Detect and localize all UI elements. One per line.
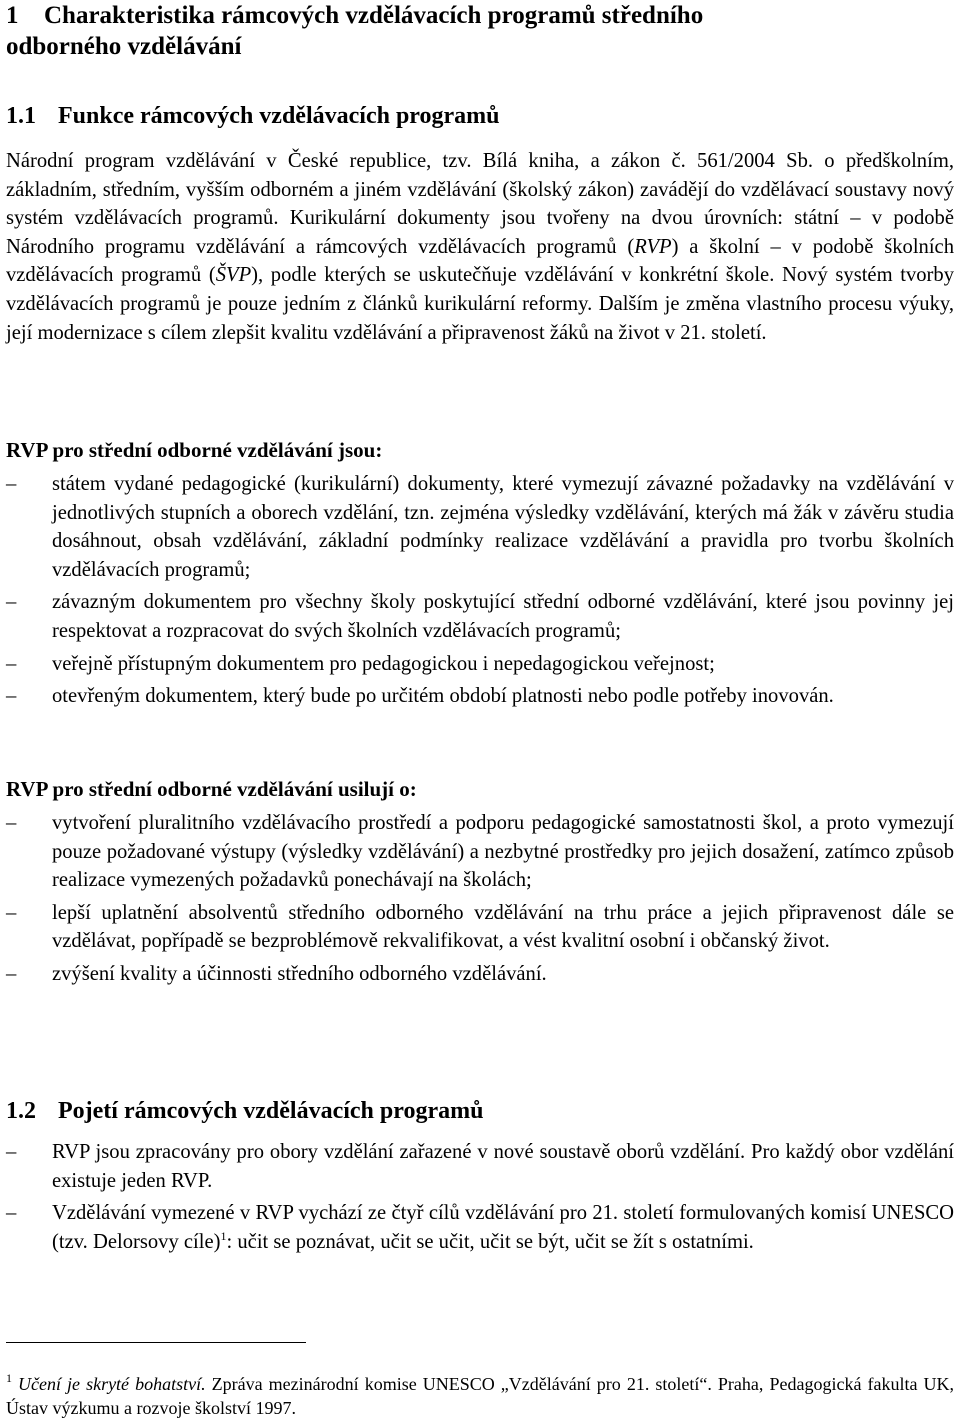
chapter-title-line2: odborného vzdělávání <box>6 33 242 60</box>
section-number: 1.1 <box>6 103 36 129</box>
list-item-text: závazným dokumentem pro všechny školy poskytující střední odborné vzdělávání, které jsou povinny jej respektovat a rozpracovat do svých školních vzdělávacích programů; <box>52 591 954 642</box>
chapter-number: 1 <box>6 2 19 29</box>
footnote-ref[interactable]: 1 <box>220 1228 227 1243</box>
list1-heading: RVP pro střední odborné vzdělávání jsou: <box>6 438 383 462</box>
list-item-text: státem vydané pedagogické (kurikulární) dokumenty, které vymezují závazné požadavky na vzdělávání v jednotlivých stupních a oborech vzdělání, tzn. zejména výsledky vzdělávání, kterých má žák v závěru studia dosáhnout, obsah vzdělávání, základní podmínky realizace vzdělávání a pravidla pro tvorbu školních vzdělávacích programů; <box>52 473 954 581</box>
list-item-text: RVP jsou zpracovány pro obory vzdělání zařazené v nové soustavě oborů vzdělání. Pro každý obor vzdělání existuje jeden RVP. <box>52 1141 954 1192</box>
dash-bullet: – <box>6 1141 17 1163</box>
list-item <box>6 650 954 679</box>
list-item-text: vytvoření pluralitního vzdělávacího prostředí a podporu pedagogické samostatnosti škol, a proto vymezují pouze požadované výstupy (výsledky vzdělávání) a nezbytné prostředky pro jejich dosažení, zatímco způsob realizace vymezených požadavků ponechávají na školách; <box>52 812 954 892</box>
section-title: Funkce rámcových vzdělávacích programů <box>58 103 500 129</box>
list-item <box>6 960 954 989</box>
list-item-text: otevřeným dokumentem, který bude po určitém období platnosti nebo podle potřeby inovován. <box>52 685 834 708</box>
footnote-text: Zpráva mezinárodní komise UNESCO „Vzdělávání pro 21. století“. Praha, Pedagogická fakulta UK, Ústav výzkumu a rozvoje školství 1997. <box>6 1374 955 1418</box>
list-item <box>6 682 954 711</box>
dash-bullet: – <box>6 591 17 614</box>
chapter-heading <box>6 0 956 62</box>
dash-bullet: – <box>6 685 17 708</box>
dash-bullet: – <box>6 473 17 495</box>
rvp-abbr: RVP <box>634 235 672 258</box>
dash-bullet: – <box>6 652 17 675</box>
list-item <box>6 1199 954 1256</box>
section-heading-1-1 <box>6 101 500 131</box>
list-item <box>6 1138 954 1195</box>
section-number: 1.2 <box>6 1098 36 1124</box>
dash-bullet: – <box>6 962 17 985</box>
dash-bullet: – <box>6 812 17 834</box>
list2-heading: RVP pro střední odborné vzdělávání usilují o: <box>6 777 417 801</box>
footnote-italic-title: Učení je skryté bohatství. <box>18 1374 206 1394</box>
list-item-text: : učit se poznávat, učit se učit, učit se být, učit se žít s ostatními. <box>226 1230 754 1253</box>
dash-bullet: – <box>6 1202 17 1225</box>
svp-abbr: ŠVP <box>215 264 252 287</box>
intro-paragraph <box>6 147 954 347</box>
footnote <box>6 1366 954 1420</box>
list-item-text: Vzdělávání vymezené v RVP vychází ze čtyř cílů vzdělávání pro 21. století formulovaných komisí UNESCO (tzv. Delorsovy cíle) <box>52 1202 954 1253</box>
paragraph-text: ) a školní – v podobě školních vzdělávacích programů ( <box>6 235 954 287</box>
list-item-text: lepší uplatnění absolventů středního odborného vzdělávání na trhu práce a jejich připravenost dále se vzdělávat, popřípadě se bezproblémově rekvalifikovat, a vést kvalitní osobní i občanský život. <box>52 901 954 953</box>
dash-bullet: – <box>6 901 17 924</box>
footnote-number: 1 <box>6 1371 12 1385</box>
footnote-rule <box>6 1342 306 1343</box>
section-title: Pojetí rámcových vzdělávacích programů <box>58 1098 484 1124</box>
list2 <box>6 809 954 993</box>
section-heading-1-2 <box>6 1096 483 1126</box>
list3 <box>6 1138 954 1260</box>
paragraph-text: ), podle kterých se uskutečňuje vzdělávání v konkrétní škole. Nový systém tvorby vzdělávacích programů je pouze jedním z článků kurikulární reformy. Dalším je změna vlastního procesu výuky, její modernizace s cílem zlepšit kvalitu vzdělávání a připravenost žáků na život v 21. století. <box>6 264 954 344</box>
list-item <box>6 899 954 956</box>
list-item-text: zvýšení kvality a účinnosti středního odborného vzdělávání. <box>52 962 547 985</box>
list-item <box>6 470 954 584</box>
chapter-title-line1: Charakteristika rámcových vzdělávacích programů středního <box>44 2 704 29</box>
list-item-text: veřejně přístupným dokumentem pro pedagogickou i nepedagogickou veřejnost; <box>52 652 715 675</box>
list1 <box>6 470 954 715</box>
list-item <box>6 809 954 895</box>
paragraph-text: Národní program vzdělávání v České republice, tzv. Bílá kniha, a zákon č. 561/2004 Sb. o předškolním, základním, středním, vyšším odborném a jiném vzdělávání (školský zákon) zavádějí do vzdělávací soustavy nový systém vzdělávacích programů. Kurikulární dokumenty jsou tvořeny na dvou úrovních: státní – v podobě Národního programu vzdělávání a rámcových vzdělávacích programů ( <box>6 150 954 258</box>
list-item <box>6 588 954 645</box>
